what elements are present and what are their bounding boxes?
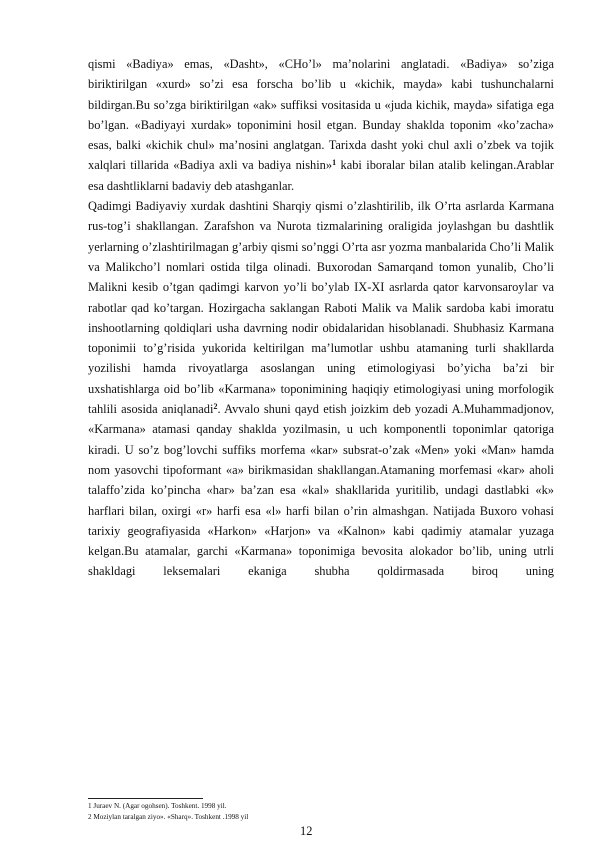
footnote-1: 1 Juraev N. (Agar ogohsen). Toshkent. 1998 yil. bbox=[88, 802, 227, 810]
footnotes bbox=[88, 801, 554, 822]
paragraph-1-text-b: kabi iboralar bilan atalib kelingan.Arablar esa dashtliklarni badaviy deb atashganlar. bbox=[88, 158, 555, 193]
footnote-ref-1[interactable]: 1 bbox=[332, 158, 337, 168]
footnote-separator bbox=[88, 798, 203, 799]
paragraph-2-text-b: . Avvalo shuni qayd etish joizkim deb yozadi A.Muhammadjonov, «Karmana» atamasi qanday shaklda yozilmasin, u uch komponentli toponimlar qatoriga kiradi. U so’z bog’lovchi suffiks morfema «kar» subsrat-o’zak «Men» yoki «Man» hamda nom yasovchi tipoformant «a» birikmasidan shakllangan.Atamaning morfemasi «kar» aholi talaffo’zida ko’pincha «har» ba’zan esa «kal» shakllarida yuritilib, undagi dastlabki «k» harflari bilan, oxirgi «r» harfi esa «l» harfi bilan o’rin almashgan. Natijada Buxoro vohasi tarixiy geografiyasida «Harkon» «Harjon» va «Kalnon» kabi qadimiy atamalar yuzaga kelgan.Bu atamalar, garchi «Karmana» toponimiga bevosita alokador bo’lib, uning utrli shakldagi leksemalari ekaniga shubha qoldirmasada biroq uning bbox=[88, 402, 555, 579]
page-number: 12 bbox=[300, 824, 313, 838]
paragraph-2-text-a: Qadimgi Badiyaviy xurdak dashtini Sharqiy qismi o’zlashtirilib, ilk O’rta asrlarda Karmana rus-tog’i shakllangan. Zarafshon va Nurota tizmalarining oraligida joylashgan bu dashtlik yerlarning o’zlashtirilmagan g’arbiy qismi so’nggi O’rta asr yozma manbalarida Cho’li Malik va Malikcho’l nomlari ostida tilga olinadi. Buxorodan Samarqand tomon yunalib, Cho’li Malikni kesib o’tgan qadimgi karvon yo’li bo’ylab IX-XI asrlarda qator karvonsaroylar va rabotlar qad ko’targan. Hozirgacha saklangan Raboti Malik va Malik sardoba kabi imoratu inshootlarning qoldiqlari usha davrning nodir obidalaridan hisoblanadi. Shubhasiz Karmana toponimii to’g’risida yukorida keltirilgan ma’lumotlar ushbu atamaning turli shakllarda yozilishi hamda rivoyatlarga asoslangan uning etimologiyasi bo’yicha ba’zi bir uxshatishlarga oid bo’lib «Karmana» toponimining haqiqiy etimologiyasi uning morfologik tahlili asosida aniqlanadi bbox=[88, 199, 554, 417]
paragraph-1-text-a: qismi «Badiya» emas, «Dasht», «CHo’l» ma’nolarini anglatadi. «Badiya» so’ziga biriktirilgan «xurd» so’zi esa forscha bo’lib u «kichik, mayda» kabi tushunchalarni bildirgan.Bu so’zga biriktirilgan «ak» suffiksi vositasida u «juda kichik, mayda» sifatiga ega bo’lgan. «Badiyayi xurdak» toponimini hosil etgan. Bunday shaklda toponim «ko’zacha» esas, balki «kichik chul» ma’nosini anglatgan. Tarixda dasht yoki chul axli o’zbek va tojik xalqlari tillarida «Badiya axli va badiya nishin» bbox=[88, 57, 554, 173]
footnote-ref-2[interactable]: 2 bbox=[213, 402, 218, 412]
body-text bbox=[88, 54, 554, 582]
paragraph-1 bbox=[88, 54, 554, 196]
paragraph-2 bbox=[88, 196, 554, 582]
footnote-2: 2 Moziylan taralgan ziyo». «Sharq». Toshkent .1998 yil bbox=[88, 812, 249, 821]
